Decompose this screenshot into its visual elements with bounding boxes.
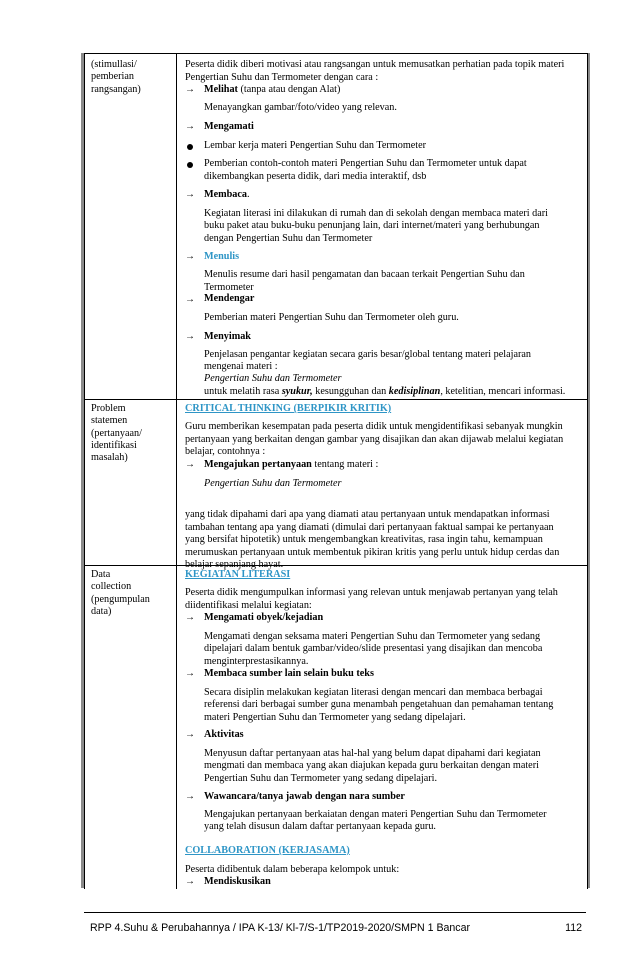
text-line: menginterprestasikannya. — [204, 656, 309, 667]
text-line: Lembar kerja materi Pengertian Suhu dan Termometer — [204, 140, 427, 151]
text-line: Mengamati dengan seksama materi Pengertian Suhu dan Termometer yang sedang — [204, 631, 541, 642]
arrow-icon: → — [185, 121, 195, 132]
bullet-icon — [187, 144, 193, 150]
item-menyimak: Menyimak — [204, 331, 251, 342]
arrow-icon: → — [185, 84, 195, 95]
label-line: Problem — [91, 403, 126, 414]
page-footer — [90, 922, 586, 936]
text-line: materi Pengertian Suhu dan Termometer yang sedang dipelajari. — [204, 712, 466, 723]
closing-line — [204, 386, 565, 398]
section-heading-critical: CRITICAL THINKING (BERPIKIR KRITIK) — [185, 403, 392, 414]
item-mendengar: Mendengar — [204, 293, 255, 304]
label-line: (pengumpulan — [91, 593, 150, 605]
label-line: masalah) — [91, 452, 128, 464]
label-line: collection — [91, 581, 132, 593]
arrow-icon: → — [185, 612, 195, 623]
text-line: referensi dari berbagai sumber guna menambah pengetahuan dan pemahaman tentang — [204, 699, 554, 710]
text-line: pertanyaan yang berkaitan dengan gambar yang disajikan dan akan dijawab melalui kegiatan — [185, 434, 564, 445]
item-sumber: Membaca sumber lain selain buku teks — [204, 668, 374, 679]
topic-line: Pengertian Suhu dan Termometer — [204, 373, 342, 384]
label-line: identifikasi — [91, 439, 137, 451]
arrow-icon: → — [185, 459, 195, 470]
section-heading-collaboration: COLLABORATION (KERJASAMA) — [185, 845, 350, 856]
label-line: (stimullasi/ — [91, 59, 137, 70]
text-line: belajar, contohnya : — [185, 446, 266, 457]
item-title: Mengajukan pertanyaan — [204, 459, 312, 470]
label-line: statemen — [91, 415, 128, 427]
text-line: Pengertian Suhu dan Termometer dengan cara : — [185, 72, 379, 83]
label-line: data) — [91, 605, 112, 617]
text-line: mengmati dan membaca yang akan diajukan kepada guru berkaitan dengan materi — [204, 760, 539, 771]
item-title: Membaca — [204, 189, 247, 200]
row-label-data-collection — [91, 569, 171, 618]
text-line: yang tidak dipahami dari apa yang diamati atau pertanyaan untuk mendapatkan informasi — [185, 509, 550, 520]
text-line: tambahan tentang apa yang diamati (dimulai dari pertanyaan faktual sampai ke pertanyaan — [185, 522, 554, 533]
arrow-icon: → — [185, 251, 195, 262]
text-line: dipelajari dalam bentuk gambar/video/slide presentasi yang disajikan dan mencoba — [204, 643, 543, 654]
text-line: Menulis resume dari hasil pengamatan dan bacaan terkait Pengertian Suhu dan — [204, 269, 525, 280]
closing-part: , ketelitian, mencari informasi. — [440, 386, 566, 397]
text-line: diidentifikasi melalui kegiatan: — [185, 600, 312, 611]
text-line: mengenai materi : — [204, 361, 278, 372]
row-divider — [85, 565, 587, 566]
activity-table — [84, 53, 588, 889]
arrow-icon: → — [185, 668, 195, 679]
text-line: Menyusun daftar pertanyaan atas hal-hal yang belum dapat dipahami dari kegiatan — [204, 748, 541, 759]
closing-part: untuk melatih rasa — [204, 386, 282, 397]
row-label-problem — [91, 403, 171, 464]
closing-part: kedisiplinan — [388, 386, 441, 397]
text-line: dikembangkan peserta didik, dari media interaktif, dsb — [204, 171, 427, 182]
topic-line: Pengertian Suhu dan Termometer — [204, 478, 342, 489]
text-line: Menayangkan gambar/foto/video yang relevan. — [204, 102, 397, 113]
arrow-icon: → — [185, 791, 195, 802]
text-line: Kegiatan literasi ini dilakukan di rumah dan di sekolah dengan membaca materi dari — [204, 208, 548, 219]
footer-rule — [84, 912, 586, 913]
arrow-icon: → — [185, 729, 195, 740]
text-line: Penjelasan pengantar kegiatan secara garis besar/global tentang materi pelajaran — [204, 349, 531, 360]
text-line: yang bersifat hipotetik) untuk mengembangkan kreativitas, rasa ingin tahu, kemampuan — [185, 534, 543, 545]
section-heading-literasi: KEGIATAN LITERASI — [185, 569, 291, 580]
arrow-icon: → — [185, 876, 195, 887]
column-divider — [176, 54, 177, 889]
text-line: Pemberian materi Pengertian Suhu dan Termometer oleh guru. — [204, 312, 459, 323]
item-obyek: Mengamati obyek/kejadian — [204, 612, 324, 623]
text-line: Guru memberikan kesempatan pada peserta didik untuk mengidentifikasi sebanyak mungkin — [185, 421, 563, 432]
item-melihat — [204, 84, 340, 96]
label-line: (pertanyaan/ — [91, 427, 142, 439]
text-line: Secara disiplin melakukan kegiatan literasi dengan mencari dan membaca berbagai — [204, 687, 543, 698]
row-label-stimulation — [91, 59, 171, 96]
item-diskusi: Mendiskusikan — [204, 876, 271, 887]
closing-part: kesungguhan dan — [312, 386, 389, 397]
item-aktivitas: Aktivitas — [204, 729, 244, 740]
item-title: Melihat — [204, 84, 238, 95]
arrow-icon: → — [185, 189, 195, 200]
text-line: Pemberian contoh-contoh materi Pengertian Suhu dan Termometer untuk dapat — [204, 158, 527, 169]
text-line: belajar sepanjang hayat. — [185, 559, 284, 570]
item-menulis: Menulis — [204, 251, 240, 262]
label-line: Data — [91, 569, 111, 580]
bullet-icon — [187, 162, 193, 168]
item-mengamati: Mengamati — [204, 121, 254, 132]
item-note: (tanpa atau dengan Alat) — [237, 84, 341, 95]
arrow-icon: → — [185, 294, 195, 305]
item-membaca: Membaca. — [204, 189, 250, 200]
page-number: 112 — [565, 922, 582, 934]
text-line: Pengertian Suhu dan Termometer yang sedang dipelajari. — [204, 773, 438, 784]
text-line: Peserta didik diberi motivasi atau rangsangan untuk memusatkan perhatian pada topik materi — [185, 59, 565, 70]
label-line: pemberian — [91, 71, 134, 83]
text-line: dengan Pengertian Suhu dan Termometer — [204, 233, 373, 244]
item-note: tentang materi : — [311, 459, 379, 470]
text-line: Peserta didik mengumpulkan informasi yang relevan untuk menjawab pertanyan yang telah — [185, 587, 558, 598]
text-line: merumuskan pertanyaan untuk membentuk pikiran kritis yang perlu untuk hidup cerdas dan — [185, 547, 560, 558]
text-line: yang telah disusun dalam daftar pertanyaan kepada guru. — [204, 821, 436, 832]
arrow-icon: → — [185, 331, 195, 342]
footer-text: RPP 4.Suhu & Perubahannya / IPA K-13/ Kl-7/S-1/TP2019-2020/SMPN 1 Bancar — [90, 922, 471, 934]
text-line: buku paket atau buku-buku penunjang lain, dari internet/materi yang berhubungan — [204, 220, 540, 231]
closing-part: syukur, — [281, 386, 313, 397]
item-ask — [204, 459, 378, 471]
label-line: rangsangan) — [91, 83, 141, 95]
text-line: Peserta didibentuk dalam beberapa kelompok untuk: — [185, 864, 400, 875]
text-line: Termometer — [204, 282, 254, 293]
item-wawancara: Wawancara/tanya jawab dengan nara sumber — [204, 791, 405, 802]
text-line: Mengajukan pertanyaan berkaiatan dengan materi Pengertian Suhu dan Termometer — [204, 809, 547, 820]
row-divider — [85, 399, 587, 400]
